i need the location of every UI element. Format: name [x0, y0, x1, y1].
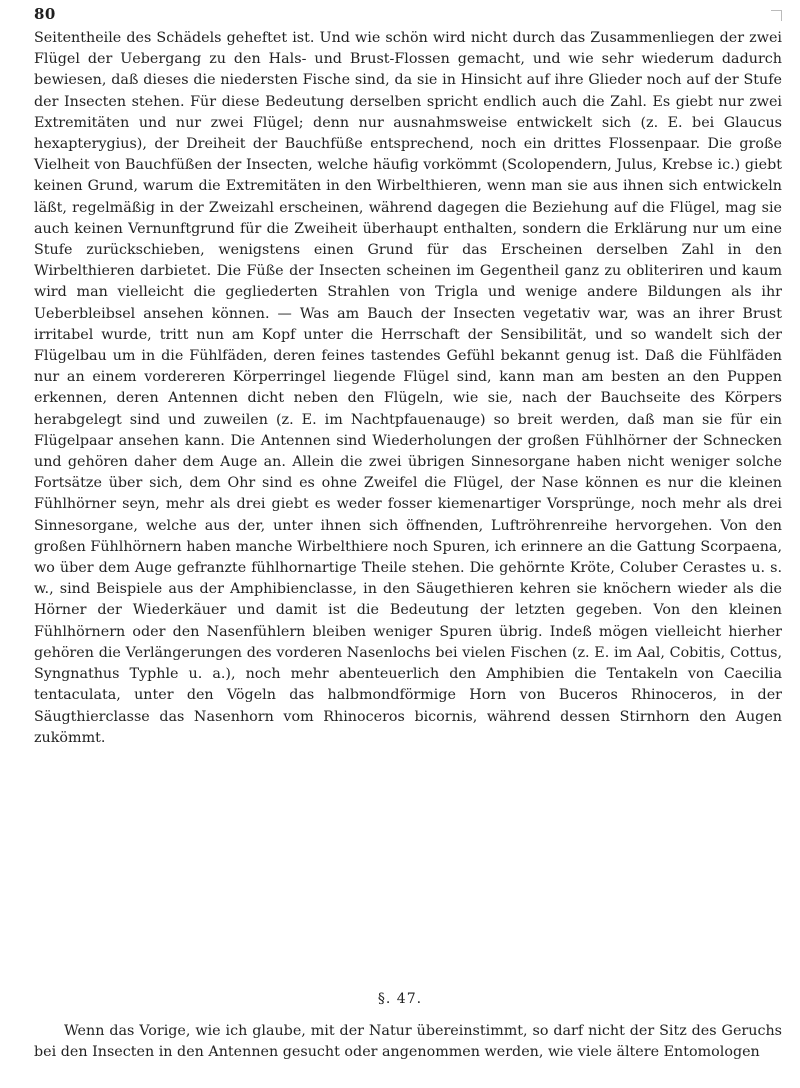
body-paragraph-2: Wenn das Vorige, wie ich glaube, mit der Natur übereinstimmt, so darf nicht der Sitz des Geruchs bei den Insecten in den Antennen gesucht oder angenommen werden, wie viele ältere Entomologen [34, 1023, 782, 1061]
page-number: 80 [34, 5, 56, 23]
body-paragraph-1: Seitentheile des Schädels geheftet ist. Und wie schön wird nicht durch das Zusammenliegen der zwei Flügel der Uebergang zu den Hals- und Brust-Flossen gemacht, und wie sehr wiederum dadurch bewiesen, daß dieses die niedersten Fische sind, da sie in Hinsicht auf ihre Glieder noch auf der Stufe der Insecten stehen. Für diese Bedeutung derselben spricht endlich auch die Zahl. Es giebt nur zwei Extremitäten und nur zwei Flügel; denn nur ausnahmsweise entwickelt sich (z. E. bei Glaucus hexapterygius), der Dreiheit der Bauchfüße entsprechend, noch ein drittes Flossenpaar. Die große Vielheit von Bauchfüßen der Insecten, welche häufig vorkömmt (Scolopendern, Julus, Krebse ic.) giebt keinen Grund, warum die Extremitäten in den Wirbelthieren, wenn man sie aus ihnen sich entwickeln läßt, regelmäßig in der Zweizahl erscheinen, während dagegen die Beziehung auf die Flügel, mag sie auch keinen Vernunftgrund für die Zweiheit überhaupt enthalten, sondern die Erklärung nur um eine Stufe zurückschieben, wenigstens einen Grund für das Erscheinen derselben Zahl in den Wirbelthieren darbietet. Die Füße der Insecten scheinen im Gegentheil ganz zu obliteriren und kaum wird man vielleicht die gegliederten Strahlen von Trigla und wenige andere Bildungen als ihr Ueberbleibsel ansehen können. — Was am Bauch der Insecten vegetativ war, was an ihrer Brust irritabel wurde, tritt nun am Kopf unter die Herrschaft der Sensibilität, und so wandelt sich der Flügelbau um in die Fühlfäden, deren feines tastendes Gefühl bekannt genug ist. Daß die Fühlfäden nur an einem vordereren Körperringel liegende Flügel sind, kann man am besten an den Puppen erkennen, deren Antennen dicht neben den Flügeln, wie sie, nach der Bauchseite des Körpers herabgelegt sind und zuweilen (z. E. im Nachtpfauenauge) so breit werden, daß man sie für ein Flügelpaar ansehen kann. Die Antennen sind Wiederholungen der großen Fühlhörner der Schnecken und gehören daher dem Auge an. Allein die zwei übrigen Sinnesorgane haben nicht weniger solche Fortsätze über sich, dem Ohr sind es ohne Zweifel die Flügel, der Nase können es nur die kleinen Fühlhörner seyn, mehr als drei giebt es weder fosser kiemenartiger Vorsprünge, noch mehr als drei Sinnesorgane, welche aus der, unter ihnen sich öffnenden, Luftröhrenreihe hervorgehen. Von den großen Fühlhörnern haben manche Wirbelthiere noch Spuren, ich erinnere an die Gattung Scorpaena, wo über dem Auge gefranzte fühlhornartige Theile stehen. Die gehörnte Kröte, Coluber Cerastes u. s. w., sind Beispiele aus der Amphibienclasse, in den Säugethieren kehren sie knöchern wieder als die Hörner der Wiederkäuer und damit ist die Bedeutung der letzten gegeben. Von den kleinen Fühlhörnern oder den Nasenfühlern bleiben weniger Spuren übrig. Indeß mögen vielleicht hierher gehören die Verlängerungen des vorderen Nasenlochs bei vielen Fischen (z. E. im Aal, Cobitis, Cottus, Syngnathus Typhle u. a.), noch mehr abenteuerlich den Amphibien die Tentakeln von Caecilia tentaculata, unter den Vögeln das halbmondförmige Horn von Buceros Rhinoceros, in der Säugthierclasse das Nasenhorn vom Rhinoceros bicornis, während dessen Stirnhorn den Augen zukömmt. [34, 30, 782, 746]
section-heading: §. 47. [377, 991, 423, 1007]
page-corner-mark [771, 10, 782, 21]
